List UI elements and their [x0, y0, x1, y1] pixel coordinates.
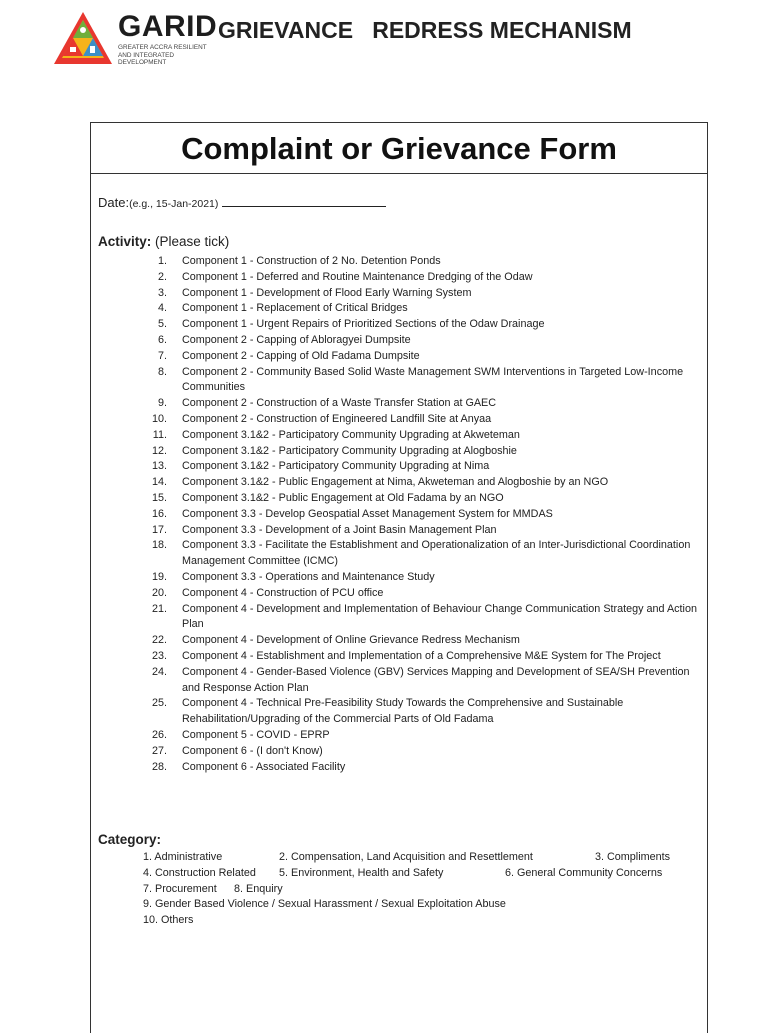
activity-text: Component 3.3 - Operations and Maintenance Study — [182, 570, 435, 583]
form-container — [90, 122, 708, 1033]
activity-item[interactable] — [121, 633, 701, 649]
mechanism-title: GRIEVANCE REDRESS MECHANISM — [218, 17, 632, 43]
activity-number: 28. — [151, 760, 167, 773]
activity-item[interactable] — [121, 696, 701, 728]
activity-text: Component 2 - Capping of Abloragyei Dumpsite — [182, 333, 411, 346]
category-item[interactable]: 8. Enquiry — [234, 882, 283, 895]
activity-text: Component 2 - Construction of a Waste Transfer Station at GAEC — [182, 397, 497, 410]
date-label: Date: — [98, 195, 130, 210]
category-item[interactable]: 3. Compliments — [595, 851, 671, 863]
activity-text: Component 2 - Community Based Solid Waste Management SWM Interventions in Targeted Low-Income Communities — [182, 365, 684, 394]
activity-number: 1. — [157, 255, 167, 267]
activity-text: Component 6 - (I don't Know) — [182, 744, 323, 757]
category-item[interactable]: 10. Others — [143, 914, 194, 927]
activity-text: Component 3.3 - Development of a Joint Basin Management Plan — [182, 523, 497, 536]
date-input-line[interactable] — [222, 195, 386, 207]
activity-hint: (Please tick) — [155, 234, 230, 249]
activity-item[interactable] — [121, 586, 701, 602]
activity-number: 5. — [157, 318, 167, 331]
activity-text: Component 6 - Associated Facility — [182, 760, 346, 773]
brand-name: GARID — [118, 10, 218, 43]
date-hint: (e.g., 15-Jan-2021) — [129, 198, 219, 210]
category-row — [143, 866, 703, 882]
activity-number: 18. — [151, 539, 167, 552]
activity-text: Component 4 - Technical Pre-Feasibility Study Towards the Comprehensive and Sustainable Rehabilitation/Upgrading of the Commercial Parts of Old Fadama — [182, 697, 624, 726]
activity-item[interactable] — [121, 286, 701, 302]
activity-item[interactable] — [121, 428, 701, 444]
activity-item[interactable] — [121, 538, 701, 570]
category-item[interactable]: 5. Environment, Health and Safety — [279, 866, 444, 879]
activity-number: 13. — [151, 460, 167, 473]
activity-item[interactable] — [121, 665, 701, 697]
date-field — [98, 195, 386, 210]
activity-text: Component 3.1&2 - Participatory Community Upgrading at Alogboshie — [182, 444, 517, 457]
activity-item[interactable] — [121, 728, 701, 744]
activity-text: Component 4 - Construction of PCU office — [182, 586, 384, 599]
activity-text: Component 1 - Urgent Repairs of Prioritized Sections of the Odaw Drainage — [182, 318, 545, 331]
activity-item[interactable] — [121, 412, 701, 428]
activity-text: Component 4 - Establishment and Implementation of a Comprehensive M&E System for The Project — [182, 649, 661, 662]
activity-item[interactable] — [121, 301, 701, 317]
activity-item[interactable] — [121, 349, 701, 365]
category-heading: Category: — [98, 832, 162, 847]
activity-item[interactable] — [121, 365, 701, 397]
form-title: Complaint or Grievance Form — [91, 123, 707, 174]
activity-number: 6. — [157, 333, 167, 346]
activity-number: 4. — [157, 302, 167, 315]
activity-number: 21. — [151, 602, 167, 615]
activity-number: 9. — [157, 397, 167, 410]
activity-number: 14. — [151, 476, 167, 489]
category-row — [143, 897, 703, 913]
category-item[interactable]: 6. General Community Concerns — [505, 866, 663, 879]
activity-text: Component 3.1&2 - Public Engagement at Old Fadama by an NGO — [182, 491, 504, 504]
category-item[interactable]: 4. Construction Related — [143, 866, 256, 879]
activity-text: Component 1 - Development of Flood Early Warning System — [182, 286, 472, 299]
activity-number: 22. — [151, 634, 167, 647]
activity-text: Component 4 - Gender-Based Violence (GBV) Services Mapping and Development of SEA/SH Prevention and Response Action Plan — [182, 665, 690, 694]
activity-item[interactable] — [121, 270, 701, 286]
activity-item[interactable] — [121, 523, 701, 539]
activity-text: Component 1 - Deferred and Routine Maintenance Dredging of the Odaw — [182, 270, 533, 283]
activity-number: 25. — [151, 697, 167, 710]
activity-text: Component 3.3 - Develop Geospatial Asset Management System for MMDAS — [182, 507, 553, 520]
category-row — [143, 882, 703, 898]
activity-text: Component 5 - COVID - EPRP — [182, 728, 330, 741]
activity-number: 27. — [151, 744, 167, 757]
activity-number: 23. — [151, 649, 167, 662]
activity-label: Activity: — [98, 234, 152, 249]
activity-text: Component 2 - Capping of Old Fadama Dumpsite — [182, 349, 420, 362]
activity-item[interactable] — [121, 475, 701, 491]
activity-list — [121, 254, 701, 775]
category-row — [143, 913, 703, 929]
category-list — [143, 850, 703, 929]
activity-number: 16. — [151, 507, 167, 520]
page-header — [52, 10, 732, 70]
activity-text: Component 3.3 - Facilitate the Establishment and Operationalization of an Inter-Jurisdictional Coordination Management Committee (ICMC) — [182, 539, 691, 568]
activity-number: 7. — [157, 349, 167, 362]
activity-item[interactable] — [121, 507, 701, 523]
category-item[interactable]: 9. Gender Based Violence / Sexual Harassment / Sexual Exploitation Abuse — [143, 898, 506, 911]
activity-text: Component 4 - Development of Online Grievance Redress Mechanism — [182, 634, 520, 647]
activity-text: Component 2 - Construction of Engineered Landfill Site at Anyaa — [182, 412, 492, 425]
activity-number: 10. — [151, 412, 167, 425]
activity-number: 8. — [157, 365, 167, 378]
activity-number: 11. — [152, 428, 167, 441]
activity-item[interactable] — [121, 459, 701, 475]
activity-number: 17. — [151, 523, 167, 536]
activity-number: 26. — [151, 728, 167, 741]
activity-text: Component 4 - Development and Implementation of Behaviour Change Communication Strategy and Action Plan — [182, 602, 697, 631]
brand-subtitle: GREATER ACCRA RESILIENT AND INTEGRATED DEVELOPMENT — [118, 44, 207, 66]
activity-item[interactable] — [121, 602, 701, 634]
activity-number: 2. — [157, 270, 167, 283]
activity-item[interactable] — [121, 396, 701, 412]
activity-heading — [98, 234, 229, 249]
activity-item[interactable] — [121, 317, 701, 333]
activity-item[interactable] — [121, 570, 701, 586]
brand-block — [118, 12, 218, 67]
activity-number: 12. — [151, 444, 167, 457]
activity-text: Component 3.1&2 - Participatory Community Upgrading at Akweteman — [182, 428, 520, 441]
activity-item[interactable] — [121, 760, 701, 776]
garid-logo-icon — [52, 10, 114, 68]
activity-item[interactable] — [121, 444, 701, 460]
activity-text: Component 3.1&2 - Public Engagement at Nima, Akweteman and Alogboshie by an NGO — [182, 476, 609, 489]
activity-number: 24. — [151, 665, 167, 678]
activity-item[interactable] — [121, 491, 701, 507]
category-item[interactable]: 1. Administrative — [143, 851, 223, 863]
activity-text: Component 1 - Replacement of Critical Bridges — [182, 302, 408, 315]
activity-text: Component 1 - Construction of 2 No. Detention Ponds — [182, 255, 441, 267]
category-item[interactable]: 7. Procurement — [143, 882, 217, 895]
category-item[interactable]: 2. Compensation, Land Acquisition and Resettlement — [279, 851, 533, 863]
activity-item[interactable] — [121, 649, 701, 665]
activity-number: 20. — [151, 586, 167, 599]
activity-number: 15. — [151, 491, 167, 504]
activity-item[interactable] — [121, 744, 701, 760]
activity-number: 3. — [157, 286, 167, 299]
activity-text: Component 3.1&2 - Participatory Community Upgrading at Nima — [182, 460, 490, 473]
activity-item[interactable] — [121, 333, 701, 349]
activity-item[interactable] — [121, 254, 701, 270]
category-row — [143, 850, 703, 866]
activity-number: 19. — [151, 570, 167, 583]
